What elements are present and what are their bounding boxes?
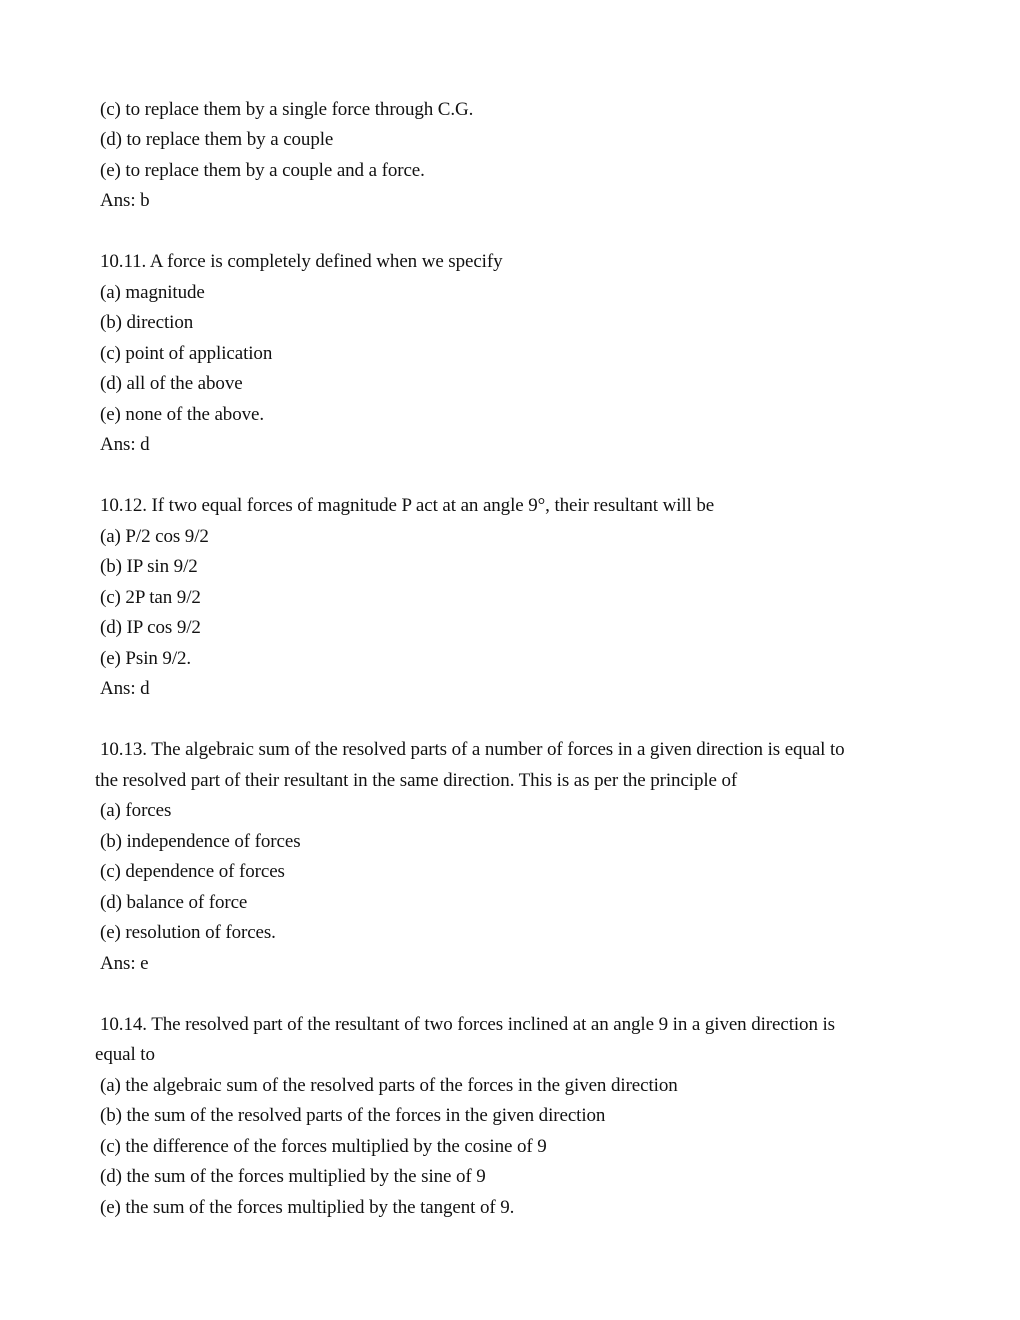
option-c: (c) the difference of the forces multiplied by the cosine of 9	[100, 1136, 547, 1157]
option-b: (b) IP sin 9/2	[100, 556, 198, 577]
option-a: (a) the algebraic sum of the resolved parts of the forces in the given direction	[100, 1075, 678, 1096]
option-e: (e) the sum of the forces multiplied by the tangent of 9.	[100, 1197, 515, 1218]
option-c: (c) dependence of forces	[100, 861, 285, 882]
option-b: (b) direction	[100, 312, 194, 333]
option-e: (e) none of the above.	[100, 404, 264, 425]
question-text-line-1: 10.14. The resolved part of the resultant of two forces inclined at an angle 9 in a given direction is	[100, 1014, 835, 1035]
option-a: (a) magnitude	[100, 282, 205, 303]
option-c: (c) to replace them by a single force through C.G.	[100, 99, 474, 120]
option-d: (d) to replace them by a couple	[100, 129, 334, 150]
question-text-line-1: 10.13. The algebraic sum of the resolved parts of a number of forces in a given direction is equal to	[100, 739, 845, 760]
option-b: (b) independence of forces	[100, 831, 301, 852]
question-text-line-2: equal to	[95, 1044, 155, 1065]
answer: Ans: d	[100, 678, 150, 699]
option-a: (a) forces	[100, 800, 172, 821]
question-text: 10.11. A force is completely defined when we specify	[100, 251, 503, 272]
option-d: (d) IP cos 9/2	[100, 617, 201, 638]
question-text: 10.12. If two equal forces of magnitude P act at an angle 9°, their resultant will be	[100, 495, 715, 516]
option-b: (b) the sum of the resolved parts of the forces in the given direction	[100, 1105, 606, 1126]
option-d: (d) the sum of the forces multiplied by the sine of 9	[100, 1166, 486, 1187]
option-e: (e) Psin 9/2.	[100, 648, 192, 669]
answer: Ans: e	[100, 953, 149, 974]
answer: Ans: d	[100, 434, 150, 455]
option-e: (e) to replace them by a couple and a force.	[100, 160, 425, 181]
option-a: (a) P/2 cos 9/2	[100, 526, 209, 547]
answer: Ans: b	[100, 190, 150, 211]
option-c: (c) point of application	[100, 343, 273, 364]
option-d: (d) all of the above	[100, 373, 243, 394]
option-e: (e) resolution of forces.	[100, 922, 276, 943]
question-text-line-2: the resolved part of their resultant in the same direction. This is as per the principle of	[95, 770, 738, 791]
option-c: (c) 2P tan 9/2	[100, 587, 201, 608]
option-d: (d) balance of force	[100, 892, 248, 913]
